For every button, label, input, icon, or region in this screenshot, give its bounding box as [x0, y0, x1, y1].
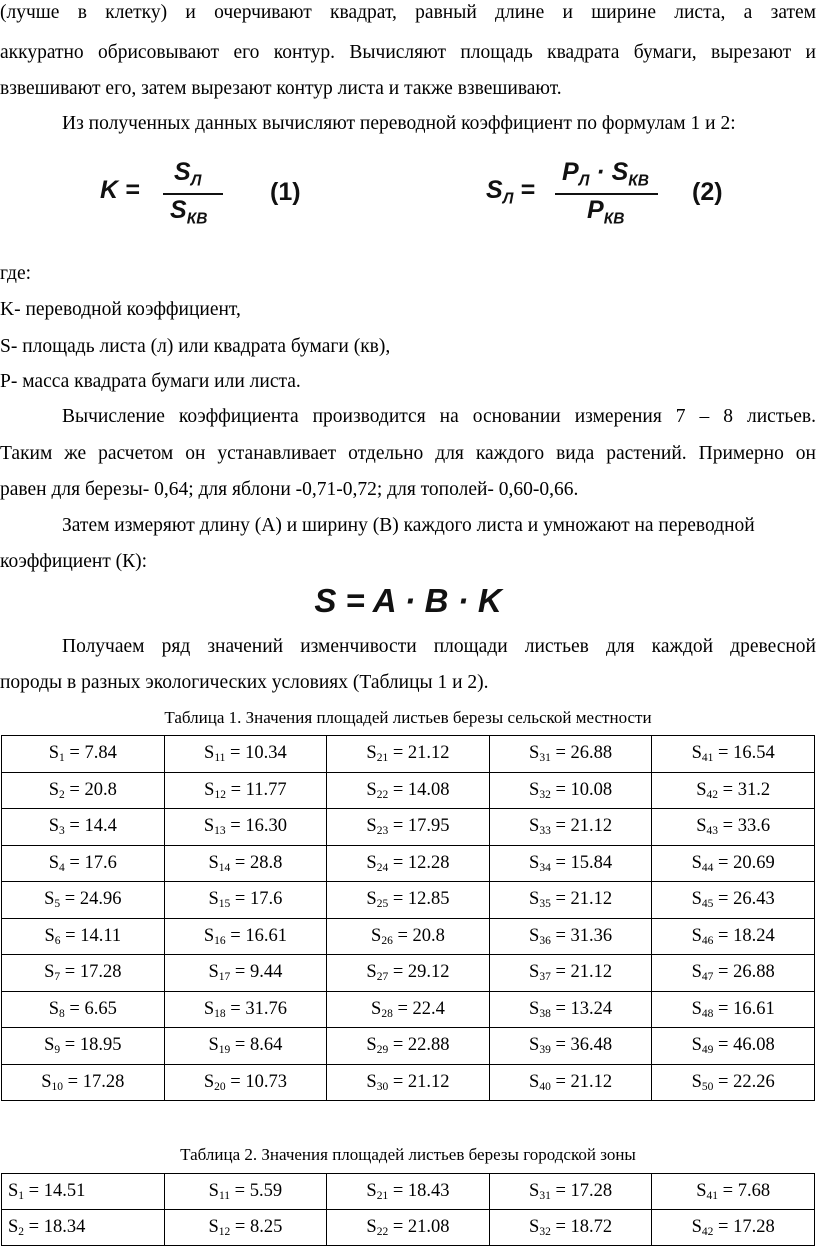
cell-index: 48: [701, 1007, 714, 1020]
cell-index: 40: [539, 1080, 551, 1093]
cell-index: 46: [701, 934, 714, 947]
table-cell: $S_1 = 14.51$: [2, 1174, 165, 1210]
table-cell: $S_{14} = 28.8$: [164, 845, 327, 882]
table-row: [2, 991, 815, 1028]
cell-index: 21: [376, 752, 389, 765]
cell-index: 47: [701, 971, 714, 984]
formula-2-label: (2): [692, 178, 723, 206]
table-row: [2, 1064, 815, 1101]
cell-index: 19: [218, 1044, 231, 1057]
table-cell: $S_5 = 24.96$: [2, 882, 165, 919]
table-cell: $S_{11} = 10.34$: [164, 736, 327, 773]
table-cell: $S_{50} = 22.26$: [652, 1064, 815, 1101]
cell-index: 31: [539, 752, 551, 765]
cell-index: 32: [539, 1226, 551, 1238]
cell-value: 18.95: [79, 1035, 122, 1056]
cell-value: 7.84: [84, 743, 117, 764]
table-cell: $S_8 = 6.65$: [2, 991, 165, 1028]
table-cell: $S_{48} = 16.61$: [652, 991, 815, 1028]
cell-index: 26: [381, 934, 393, 947]
table-cell: $S_{28} = 22.4$: [327, 991, 490, 1028]
cell-index: 42: [701, 1226, 714, 1238]
cell-index: 23: [376, 825, 389, 838]
table-row: [2, 1210, 815, 1246]
table-cell: $S_{39} = 36.48$: [489, 1028, 652, 1065]
cell-index: 38: [539, 1007, 551, 1020]
cell-index: 43: [706, 825, 719, 838]
table-cell: $S_{11} = 5.59$: [164, 1174, 327, 1210]
table-cell: $S_{16} = 16.61$: [164, 918, 327, 955]
cell-index: 21: [376, 1190, 389, 1202]
cell-value: 16.30: [245, 816, 287, 837]
cell-index: 15: [218, 898, 231, 911]
cell-value: 36.48: [570, 1035, 613, 1056]
cell-value: 21.12: [570, 816, 613, 837]
cell-value: 26.88: [733, 962, 775, 983]
cell-index: 31: [539, 1190, 551, 1202]
paragraph-line: Затем измеряют длину (А) и ширину (В) каждого листа и умножают на переводной: [62, 515, 755, 536]
cell-value: 33.6: [737, 816, 771, 837]
table-cell: $S_{44} = 20.69$: [652, 845, 815, 882]
table-row: [2, 1028, 815, 1065]
cell-value: 10.34: [245, 743, 287, 764]
cell-index: 13: [214, 825, 226, 838]
paragraph-line: равен для березы- 0,64; для яблони -0,71-0,72; для тополей- 0,60-0,66.: [0, 479, 579, 500]
table-cell: $S_{13} = 16.30$: [164, 809, 327, 846]
cell-value: 17.95: [407, 816, 450, 837]
cell-value: 14.4: [84, 816, 117, 837]
cell-value: 5.59: [249, 1181, 283, 1201]
cell-value: 12.28: [407, 852, 450, 873]
cell-index: 49: [701, 1044, 714, 1057]
formula-1-numerator: $S_Л$: [174, 158, 202, 190]
cell-index: 29: [376, 1044, 389, 1057]
table-cell: $S_{23} = 17.95$: [327, 809, 490, 846]
table-cell: $S_7 = 17.28$: [2, 955, 165, 992]
paragraph-line: Вычисление коэффициента производится на основании измерения 7 – 8 листьев.: [62, 406, 816, 427]
table-cell: $S_{24} = 12.28$: [327, 845, 490, 882]
formula-2-lhs: $S_Л$ =: [486, 176, 535, 208]
table-row: [2, 918, 815, 955]
table-cell: $S_{33} = 21.12$: [489, 809, 652, 846]
cell-index: 18: [214, 1007, 226, 1020]
cell-index: 32: [539, 788, 551, 801]
table-cell: $S_{41} = 7.68$: [652, 1174, 815, 1210]
table-cell: $S_{37} = 21.12$: [489, 955, 652, 992]
cell-index: 22: [376, 788, 389, 801]
cell-value: 26.43: [733, 889, 775, 910]
table-cell: $S_{31} = 26.88$: [489, 736, 652, 773]
table-cell: $S_{49} = 46.08$: [652, 1028, 815, 1065]
cell-value: 21.12: [407, 743, 450, 764]
table-row: [2, 809, 815, 846]
table-cell: $S_{19} = 8.64$: [164, 1028, 327, 1065]
table-cell: $S_{26} = 20.8$: [327, 918, 490, 955]
cell-value: 26.88: [570, 743, 613, 764]
cell-value: 18.34: [43, 1217, 86, 1237]
cell-value: 29.12: [407, 962, 450, 983]
table-cell: $S_{17} = 9.44$: [164, 955, 327, 992]
cell-value: 9.44: [249, 962, 283, 983]
table-cell: $S_{45} = 26.43$: [652, 882, 815, 919]
table-cell: $S_6 = 14.11$: [2, 918, 165, 955]
cell-value: 10.08: [570, 779, 613, 800]
cell-value: 17.28: [733, 1217, 775, 1237]
cell-value: 12.85: [407, 889, 450, 910]
table-cell: $S_{32} = 18.72$: [489, 1210, 652, 1246]
cell-value: 21.12: [570, 889, 613, 910]
cell-index: 20: [214, 1080, 226, 1093]
table-cell: $S_{42} = 31.2$: [652, 772, 815, 809]
table-cell: $S_{21} = 18.43$: [327, 1174, 490, 1210]
cell-value: 16.61: [245, 925, 287, 946]
cell-index: 35: [539, 898, 551, 911]
cell-value: 10.73: [245, 1071, 287, 1092]
table-cell: $S_4 = 17.6$: [2, 845, 165, 882]
table-cell: $S_2 = 18.34$: [2, 1210, 165, 1246]
cell-value: 17.6: [84, 852, 117, 873]
cell-value: 46.08: [733, 1035, 775, 1056]
cell-index: 45: [701, 898, 714, 911]
cell-value: 31.36: [570, 925, 613, 946]
table-cell: $S_{38} = 13.24$: [489, 991, 652, 1028]
table-cell: $S_{22} = 14.08$: [327, 772, 490, 809]
table-cell: $S_{35} = 21.12$: [489, 882, 652, 919]
cell-index: 22: [376, 1226, 389, 1238]
cell-index: 11: [218, 1190, 231, 1202]
table-cell: $S_{34} = 15.84$: [489, 845, 652, 882]
cell-index: 11: [214, 752, 226, 765]
cell-value: 31.76: [245, 998, 287, 1019]
cell-index: 27: [376, 971, 389, 984]
table-cell: $S_{41} = 16.54$: [652, 736, 815, 773]
cell-value: 18.43: [407, 1181, 450, 1201]
cell-index: 42: [706, 788, 719, 801]
cell-value: 16.54: [733, 743, 775, 764]
cell-value: 8.64: [249, 1035, 283, 1056]
cell-value: 18.72: [570, 1217, 613, 1237]
cell-value: 14.51: [43, 1181, 86, 1201]
paragraph-line: Из полученных данных вычисляют переводной коэффициент по формулам 1 и 2:: [62, 113, 736, 134]
cell-index: 16: [214, 934, 226, 947]
cell-index: 5: [54, 898, 61, 911]
cell-value: 17.28: [79, 962, 122, 983]
cell-index: 50: [701, 1080, 714, 1093]
cell-value: 20.69: [733, 852, 775, 873]
table-row: [2, 845, 815, 882]
cell-index: 6: [54, 934, 61, 947]
cell-index: 36: [539, 934, 551, 947]
fraction-bar: [163, 193, 223, 195]
cell-index: 2: [18, 1226, 25, 1238]
cell-index: 14: [218, 861, 231, 874]
table-cell: $S_{29} = 22.88$: [327, 1028, 490, 1065]
formula-1-label: (1): [270, 178, 301, 206]
table-cell: $S_9 = 18.95$: [2, 1028, 165, 1065]
paragraph-line: (лучше в клетку) и очерчивают квадрат, равный длине и ширине листа, а затем: [0, 2, 816, 23]
paragraph-line: породы в разных экологических условиях (Таблицы 1 и 2).: [0, 672, 489, 693]
cell-value: 21.12: [570, 1071, 613, 1092]
cell-index: 28: [381, 1007, 393, 1020]
paragraph-line: коэффициент (К):: [0, 551, 148, 572]
cell-value: 21.08: [407, 1217, 450, 1237]
table-cell: $S_{18} = 31.76$: [164, 991, 327, 1028]
paragraph-line: аккуратно обрисовывают его контур. Вычисляют площадь квадрата бумаги, вырезают и: [0, 42, 816, 63]
cell-index: 39: [539, 1044, 551, 1057]
cell-index: 25: [376, 898, 389, 911]
cell-index: 44: [701, 861, 714, 874]
cell-index: 1: [59, 752, 65, 765]
cell-value: 16.61: [733, 998, 775, 1019]
paragraph-line: Таким же расчетом он устанавливает отдельно для каждого вида растений. Примерно он: [0, 443, 816, 464]
formula-1-denominator: $S_{КВ}$: [170, 196, 208, 228]
formula-2-numerator: $P_Л \cdot S_{КВ}$: [562, 158, 649, 190]
paragraph-line: взвешивают его, затем вырезают контур листа и также взвешивают.: [0, 78, 562, 99]
cell-index: 9: [54, 1044, 61, 1057]
cell-value: 6.65: [84, 998, 117, 1019]
cell-index: 33: [539, 825, 551, 838]
cell-value: 22.88: [407, 1035, 450, 1056]
cell-value: 14.11: [80, 925, 122, 946]
table-cell: $S_{12} = 11.77$: [164, 772, 327, 809]
table-cell: $S_{46} = 18.24$: [652, 918, 815, 955]
cell-index: 4: [59, 861, 65, 874]
table-cell: $S_{42} = 17.28$: [652, 1210, 815, 1246]
cell-value: 20.8: [84, 779, 117, 800]
cell-index: 34: [539, 861, 551, 874]
cell-index: 2: [59, 788, 65, 801]
cell-index: 41: [706, 1190, 719, 1202]
table-cell: $S_{31} = 17.28$: [489, 1174, 652, 1210]
cell-value: 21.12: [407, 1071, 450, 1092]
cell-value: 31.2: [737, 779, 771, 800]
cell-value: 13.24: [570, 998, 613, 1019]
cell-value: 14.08: [407, 779, 450, 800]
table-cell: $S_3 = 14.4$: [2, 809, 165, 846]
cell-value: 17.28: [570, 1181, 613, 1201]
table-cell: $S_{32} = 10.08$: [489, 772, 652, 809]
cell-value: 21.12: [570, 962, 613, 983]
fraction-bar: [555, 193, 658, 195]
definition-p: P- масса квадрата бумаги или листа.: [0, 371, 301, 392]
table-cell: $S_{20} = 10.73$: [164, 1064, 327, 1101]
table-row: [2, 882, 815, 919]
cell-value: 20.8: [412, 925, 445, 946]
formula-1-lhs: K =: [100, 176, 140, 204]
table-cell: $S_{10} = 17.28$: [2, 1064, 165, 1101]
cell-index: 17: [218, 971, 231, 984]
cell-value: 18.24: [733, 925, 775, 946]
cell-index: 30: [376, 1080, 389, 1093]
cell-value: 8.25: [249, 1217, 283, 1237]
cell-index: 10: [51, 1080, 64, 1093]
cell-value: 17.6: [249, 889, 283, 910]
table-2-caption: Таблица 2. Значения площадей листьев березы городской зоны: [180, 1145, 636, 1164]
cell-value: 7.68: [737, 1181, 771, 1201]
table-cell: $S_{15} = 17.6$: [164, 882, 327, 919]
table-cell: $S_{12} = 8.25$: [164, 1210, 327, 1246]
cell-index: 37: [539, 971, 551, 984]
cell-value: 22.4: [412, 998, 445, 1019]
table-cell: $S_2 = 20.8$: [2, 772, 165, 809]
cell-value: 28.8: [249, 852, 283, 873]
cell-index: 8: [59, 1007, 65, 1020]
paragraph-line: Получаем ряд значений изменчивости площади листьев для каждой древесной: [62, 636, 816, 657]
formula-2-denominator: $P_{КВ}$: [587, 196, 625, 228]
cell-value: 11.77: [245, 779, 287, 800]
table-cell: $S_{22} = 21.08$: [327, 1210, 490, 1246]
table-cell: $S_{21} = 21.12$: [327, 736, 490, 773]
table-row: [2, 1174, 815, 1210]
where-label: где:: [0, 263, 32, 284]
table-2: [1, 1173, 815, 1246]
cell-index: 24: [376, 861, 389, 874]
table-cell: $S_1 = 7.84$: [2, 736, 165, 773]
cell-index: 7: [54, 971, 61, 984]
table-cell: $S_{27} = 29.12$: [327, 955, 490, 992]
cell-index: 12: [214, 788, 226, 801]
table-cell: $S_{36} = 31.36$: [489, 918, 652, 955]
table-1-caption: Таблица 1. Значения площадей листьев березы сельской местности: [164, 708, 652, 727]
cell-value: 17.28: [82, 1071, 125, 1092]
cell-value: 24.96: [79, 889, 122, 910]
definition-s: S- площадь листа (л) или квадрата бумаги (кв),: [0, 336, 391, 357]
table-cell: $S_{30} = 21.12$: [327, 1064, 490, 1101]
cell-index: 41: [701, 752, 714, 765]
cell-value: 15.84: [570, 852, 613, 873]
cell-index: 12: [218, 1226, 231, 1238]
table-row: [2, 955, 815, 992]
table-row: [2, 736, 815, 773]
table-cell: $S_{40} = 21.12$: [489, 1064, 652, 1101]
table-cell: $S_{43} = 33.6$: [652, 809, 815, 846]
cell-index: 1: [18, 1190, 25, 1202]
cell-index: 3: [59, 825, 65, 838]
table-cell: $S_{25} = 12.85$: [327, 882, 490, 919]
table-1: [1, 735, 815, 1101]
definition-k: K- переводной коэффициент,: [0, 299, 241, 320]
table-cell: $S_{47} = 26.88$: [652, 955, 815, 992]
formula-3: S = A · B · K: [314, 582, 502, 619]
cell-value: 22.26: [733, 1071, 775, 1092]
table-row: [2, 772, 815, 809]
